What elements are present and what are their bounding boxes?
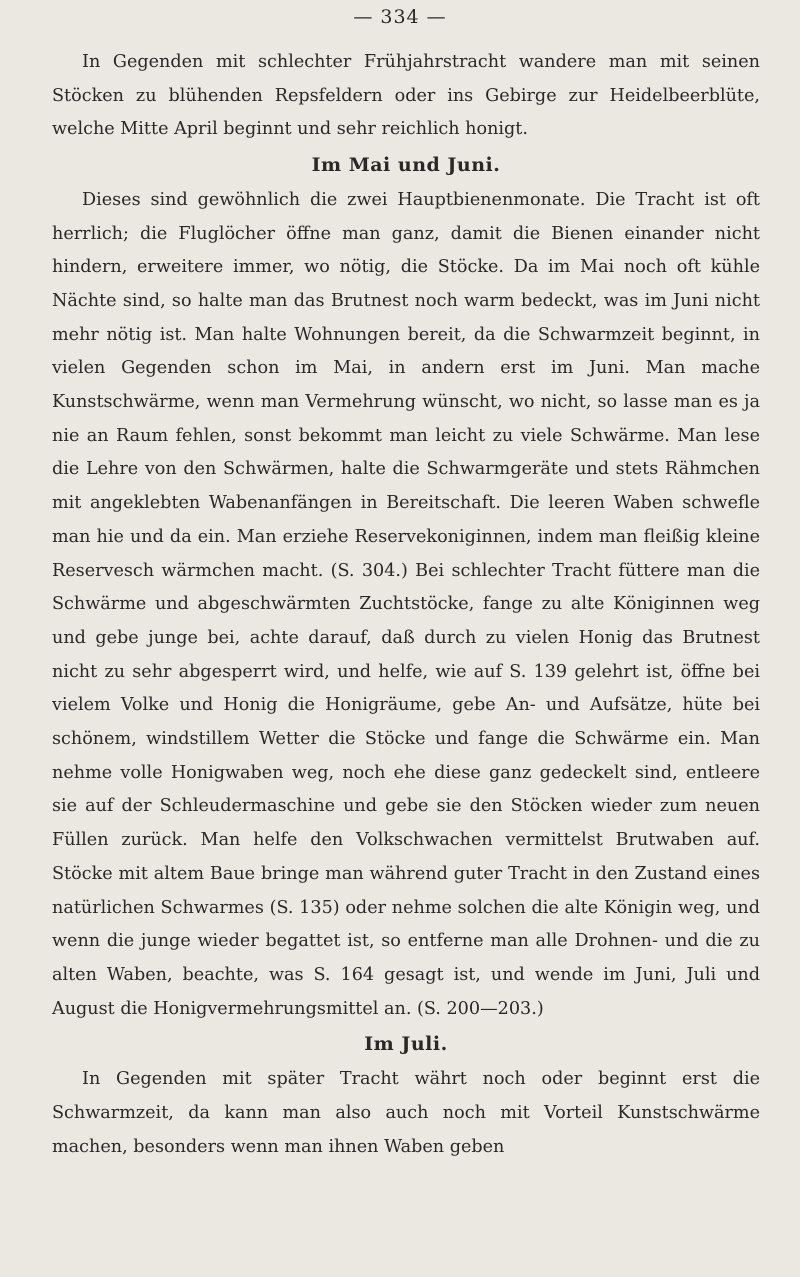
may-june-paragraph: Dieses sind gewöhnlich die zwei Hauptbienenmonate. Die Tracht ist oft herrlich; die Fluglöcher öffne man ganz, damit die Bienen einander nicht hindern, erweitere immer, wo nötig, die Stöcke. Da im Mai noch oft kühle Nächte sind, so halte man das Brutnest noch warm bedeckt, was im Juni nicht mehr nötig ist. Man halte Wohnungen bereit, da die Schwarmzeit beginnt, in vielen Gegenden schon im Mai, in andern erst im Juni. Man mache Kunstschwärme, wenn man Vermehrung wünscht, wo nicht, so lasse man es ja nie an Raum fehlen, sonst bekommt man leicht zu viele Schwärme. Man lese die Lehre von den Schwärmen, halte die Schwarmgeräte und stets Rähmchen mit angeklebten Wabenanfängen in Bereitschaft. Die leeren Waben schwefle man hie und da ein. Man erziehe Reservekoniginnen, indem man fleißig kleine Reservesch wärmchen macht. (S. 304.) Bei schlechter Tracht füttere man die Schwärme und abgeschwärmten Zuchtstöcke, fange zu alte Königinnen weg und gebe junge bei, achte darauf, daß durch zu vielen Honig das Brutnest nicht zu sehr abgesperrt wird, und helfe, wie auf S. 139 gelehrt ist, öffne bei vielem Volke und Honig die Honigräume, gebe An- und Aufsätze, hüte bei schönem, windstillem Wetter die Stöcke und fange die Schwärme ein. Man nehme volle Honigwaben weg, noch ehe diese ganz gedeckelt sind, entleere sie auf der Schleudermaschine und gebe sie den Stöcken wieder zum neuen Füllen zurück. Man helfe den Volkschwachen vermittelst Brutwaben auf. Stöcke mit altem Baue bringe man während guter Tracht in den Zustand eines natürlichen Schwarmes (S. 135) oder nehme solchen die alte Königin weg, und wenn die junge wieder begattet ist, so entferne man alle Drohnen- und die zu alten Waben, beachte, was S. 164 gesagt ist, und wende im Juni, Juli und August die Honigvermehrungsmittel an. (S. 200—203.) <box>52 189 760 1019</box>
heading-may-june: Im Mai und Juni. <box>311 154 501 177</box>
intro-paragraph: In Gegenden mit schlechter Frühjahrstracht wandere man mit seinen Stöcken zu blühenden Repsfeldern oder ins Gebirge zur Heidelbeerblüte, welche Mitte April beginnt und sehr reichlich honigt. <box>52 52 760 140</box>
heading-july: Im Juli. <box>364 1033 448 1056</box>
body-text <box>52 46 760 1164</box>
page-number: — 334 — <box>353 6 447 28</box>
july-paragraph: In Gegenden mit später Tracht währt noch oder beginnt erst die Schwarmzeit, da kann man also auch noch mit Vorteil Kunstschwärme machen, besonders wenn man ihnen Waben geben <box>52 1069 760 1157</box>
